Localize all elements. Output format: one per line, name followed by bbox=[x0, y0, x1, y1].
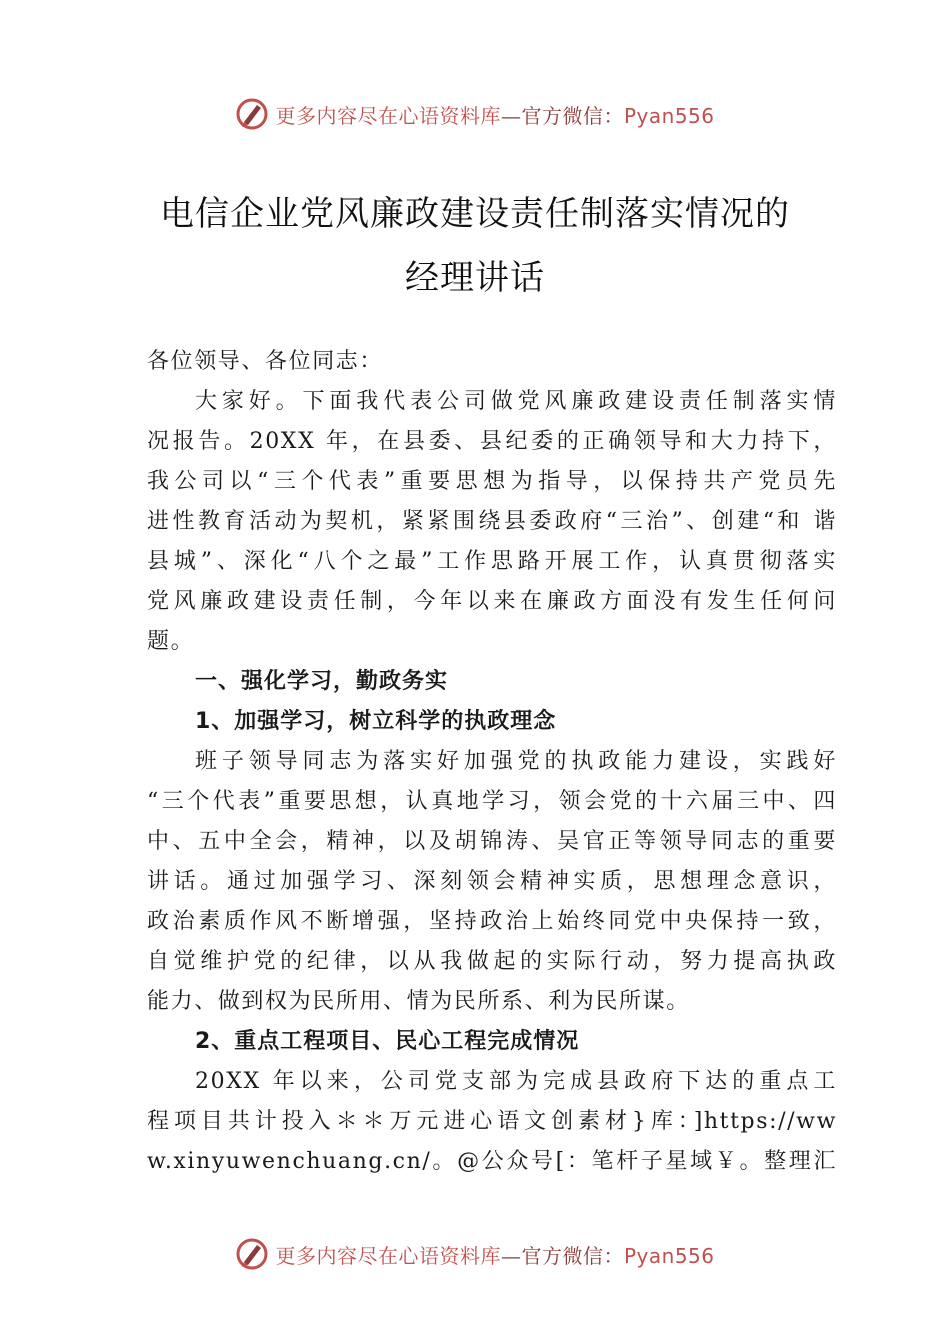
paragraph-line: 能力、做到权为民所用、情为民所系、利为民所谋。 bbox=[147, 989, 690, 1014]
pen-logo-icon bbox=[235, 1237, 269, 1271]
section-heading: 一、强化学习，勤政务实 bbox=[195, 669, 449, 694]
paragraph-line: “三个代表”重要思想，认真地学习，领会党的十六届三中、四 bbox=[147, 789, 837, 814]
paragraph-line: 况报告。20XX 年，在县委、县纪委的正确领导和大力持下， bbox=[147, 429, 837, 454]
document-title-line-1: 电信企业党风廉政建设责任制落实情况的 bbox=[160, 194, 790, 234]
paragraph-line: 进性教育活动为契机，紧紧围绕县委政府“三治”、创建“和 谐 bbox=[147, 509, 837, 534]
subsection-heading: 1、加强学习，树立科学的执政理念 bbox=[195, 709, 557, 734]
salutation: 各位领导、各位同志： bbox=[147, 349, 384, 374]
paragraph-line: 讲话。通过加强学习、深刻领会精神实质，思想理念意识， bbox=[147, 869, 837, 894]
subsection-heading: 2、重点工程项目、民心工程完成情况 bbox=[195, 1029, 580, 1054]
watermark-text: 更多内容尽在心语资料库—官方微信：Pyan556 bbox=[275, 103, 715, 128]
paragraph-line: w.xinyuwenchuang.cn/。@公众号[：笔杆子星域￥。整理汇 bbox=[147, 1149, 837, 1174]
paragraph-line: 20XX 年以来，公司党支部为完成县政府下达的重点工 bbox=[195, 1069, 837, 1094]
paragraph-line: 县城”、深化“八个之最”工作思路开展工作，认真贯彻落实 bbox=[147, 549, 837, 574]
paragraph-line: 班子领导同志为落实好加强党的执政能力建设，实践好 bbox=[195, 749, 837, 774]
paragraph-line: 中、五中全会，精神，以及胡锦涛、吴官正等领导同志的重要 bbox=[147, 829, 837, 854]
pen-logo-icon bbox=[235, 97, 269, 131]
watermark-banner-top bbox=[0, 94, 950, 134]
paragraph-line: 大家好。下面我代表公司做党风廉政建设责任制落实情 bbox=[195, 389, 837, 414]
watermark-banner-bottom bbox=[0, 1234, 950, 1274]
paragraph-line: 自觉维护党的纪律，以从我做起的实际行动，努力提高执政 bbox=[147, 949, 837, 974]
paragraph-line: 党风廉政建设责任制，今年以来在廉政方面没有发生任何问 bbox=[147, 589, 837, 614]
document-title-line-2: 经理讲话 bbox=[405, 258, 545, 298]
paragraph-line: 政治素质作风不断增强，坚持政治上始终同党中央保持一致， bbox=[147, 909, 837, 934]
watermark-text: 更多内容尽在心语资料库—官方微信：Pyan556 bbox=[275, 1243, 715, 1268]
paragraph-line: 我公司以“三个代表”重要思想为指导，以保持共产党员先 bbox=[147, 469, 837, 494]
paragraph-line: 题。 bbox=[147, 629, 195, 654]
document-body bbox=[147, 342, 837, 1182]
paragraph-line: 程项目共计投入＊＊万元进心语文创素材}库：]https://ww bbox=[147, 1109, 837, 1134]
